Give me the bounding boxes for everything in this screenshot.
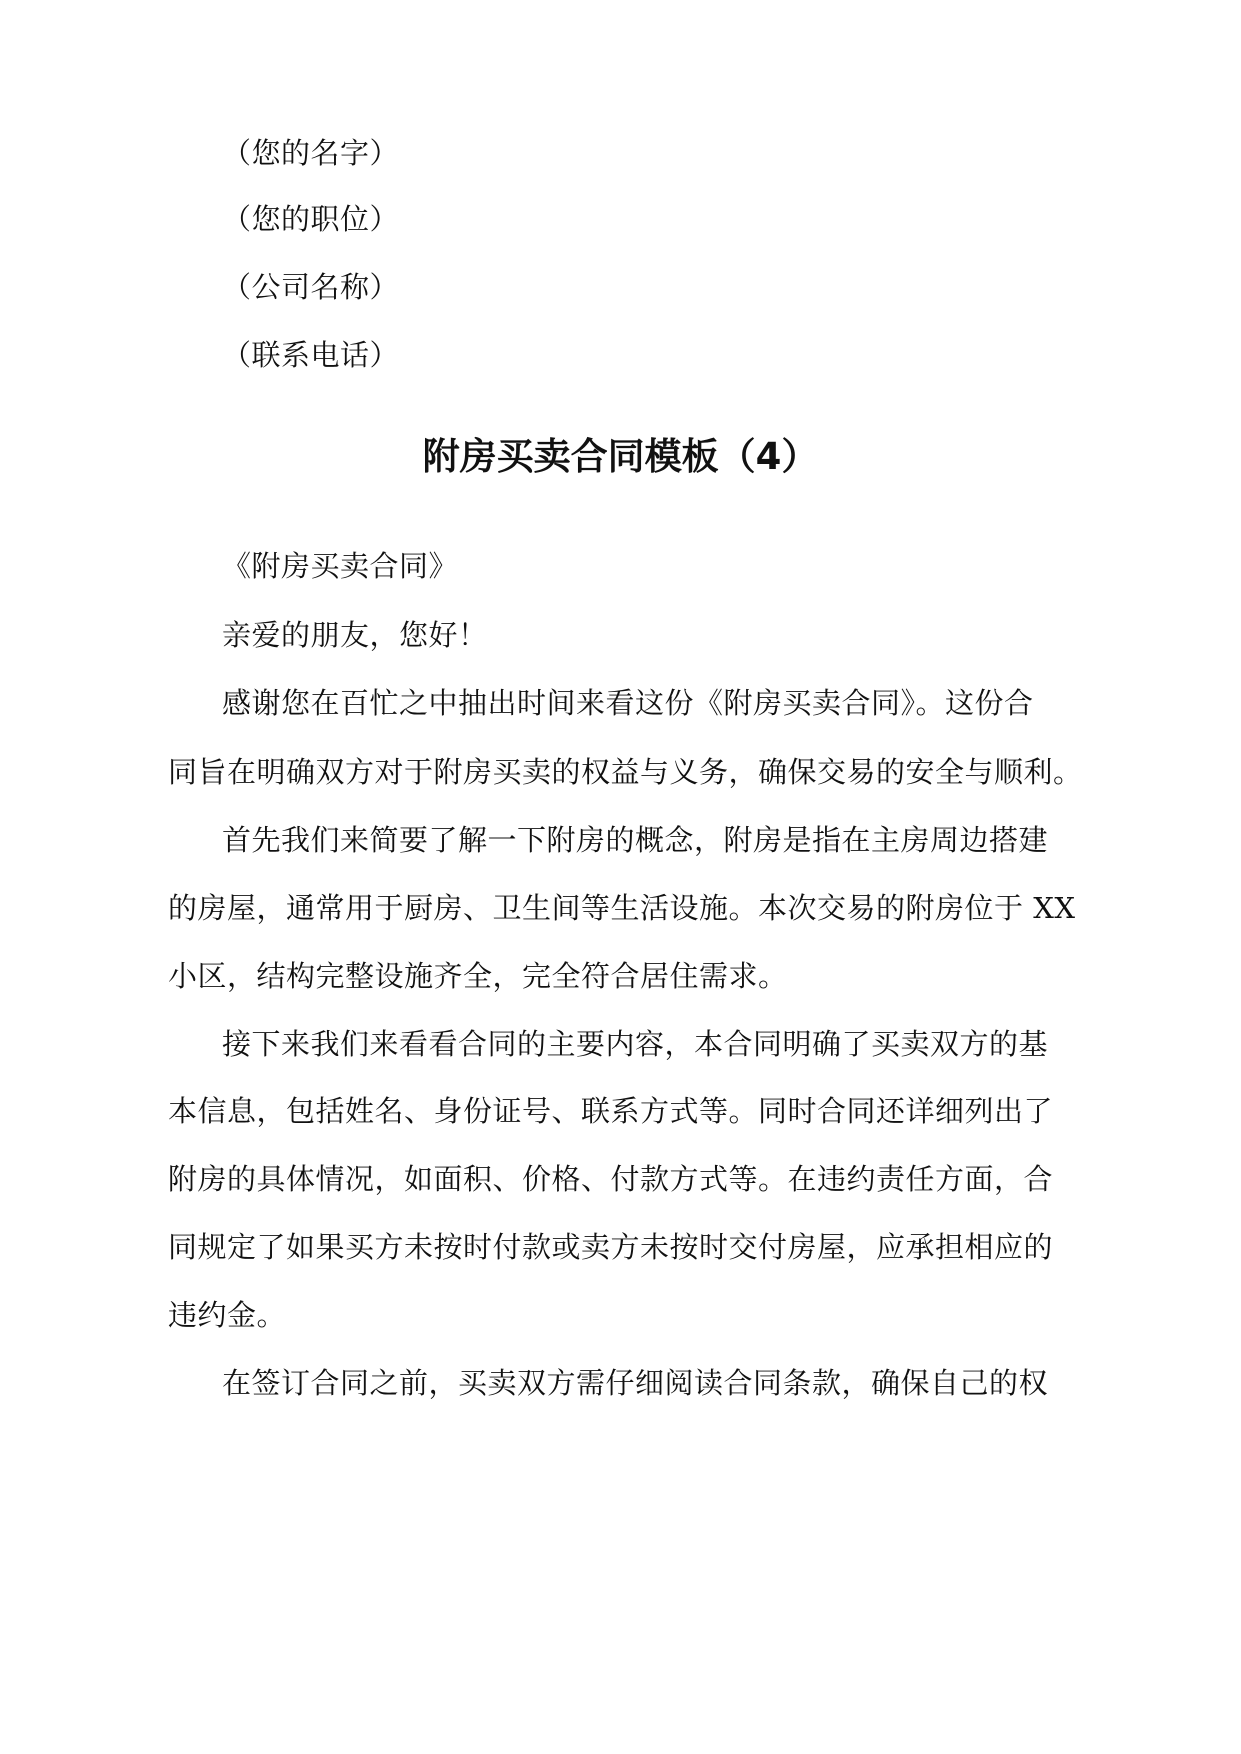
signature-phone: （联系电话） [222,338,400,372]
paragraph-line: 违约金。 [168,1298,287,1332]
signature-company: （公司名称） [222,270,400,304]
paragraph-line: 在签订合同之前，买卖双方需仔细阅读合同条款，确保自己的权 [222,1366,1049,1400]
paragraph-line: 同旨在明确双方对于附房买卖的权益与义务，确保交易的安全与顺利。 [168,755,1083,789]
document-title: 附房买卖合同模板（4） [422,435,819,478]
paragraph-line: 的房屋，通常用于厨房、卫生间等生活设施。本次交易的附房位于 XX [168,891,1076,925]
paragraph-line: 首先我们来简要了解一下附房的概念，附房是指在主房周边搭建 [222,823,1049,857]
contract-name-line: 《附房买卖合同》 [222,549,459,583]
paragraph-line: 本信息，包括姓名、身份证号、联系方式等。同时合同还详细列出了 [168,1094,1054,1128]
paragraph-line: 附房的具体情况，如面积、价格、付款方式等。在违约责任方面，合 [168,1162,1054,1196]
paragraph-line: 小区，结构完整设施齐全，完全符合居住需求。 [168,959,788,993]
paragraph-line: 接下来我们来看看合同的主要内容，本合同明确了买卖双方的基 [222,1027,1049,1061]
greeting-line: 亲爱的朋友，您好！ [222,618,488,652]
paragraph-line: 同规定了如果买方未按时付款或卖方未按时交付房屋，应承担相应的 [168,1230,1054,1264]
signature-name: （您的名字） [222,136,400,170]
signature-position: （您的职位） [222,202,400,236]
paragraph-line: 感谢您在百忙之中抽出时间来看这份《附房买卖合同》。这份合 [222,686,1034,720]
